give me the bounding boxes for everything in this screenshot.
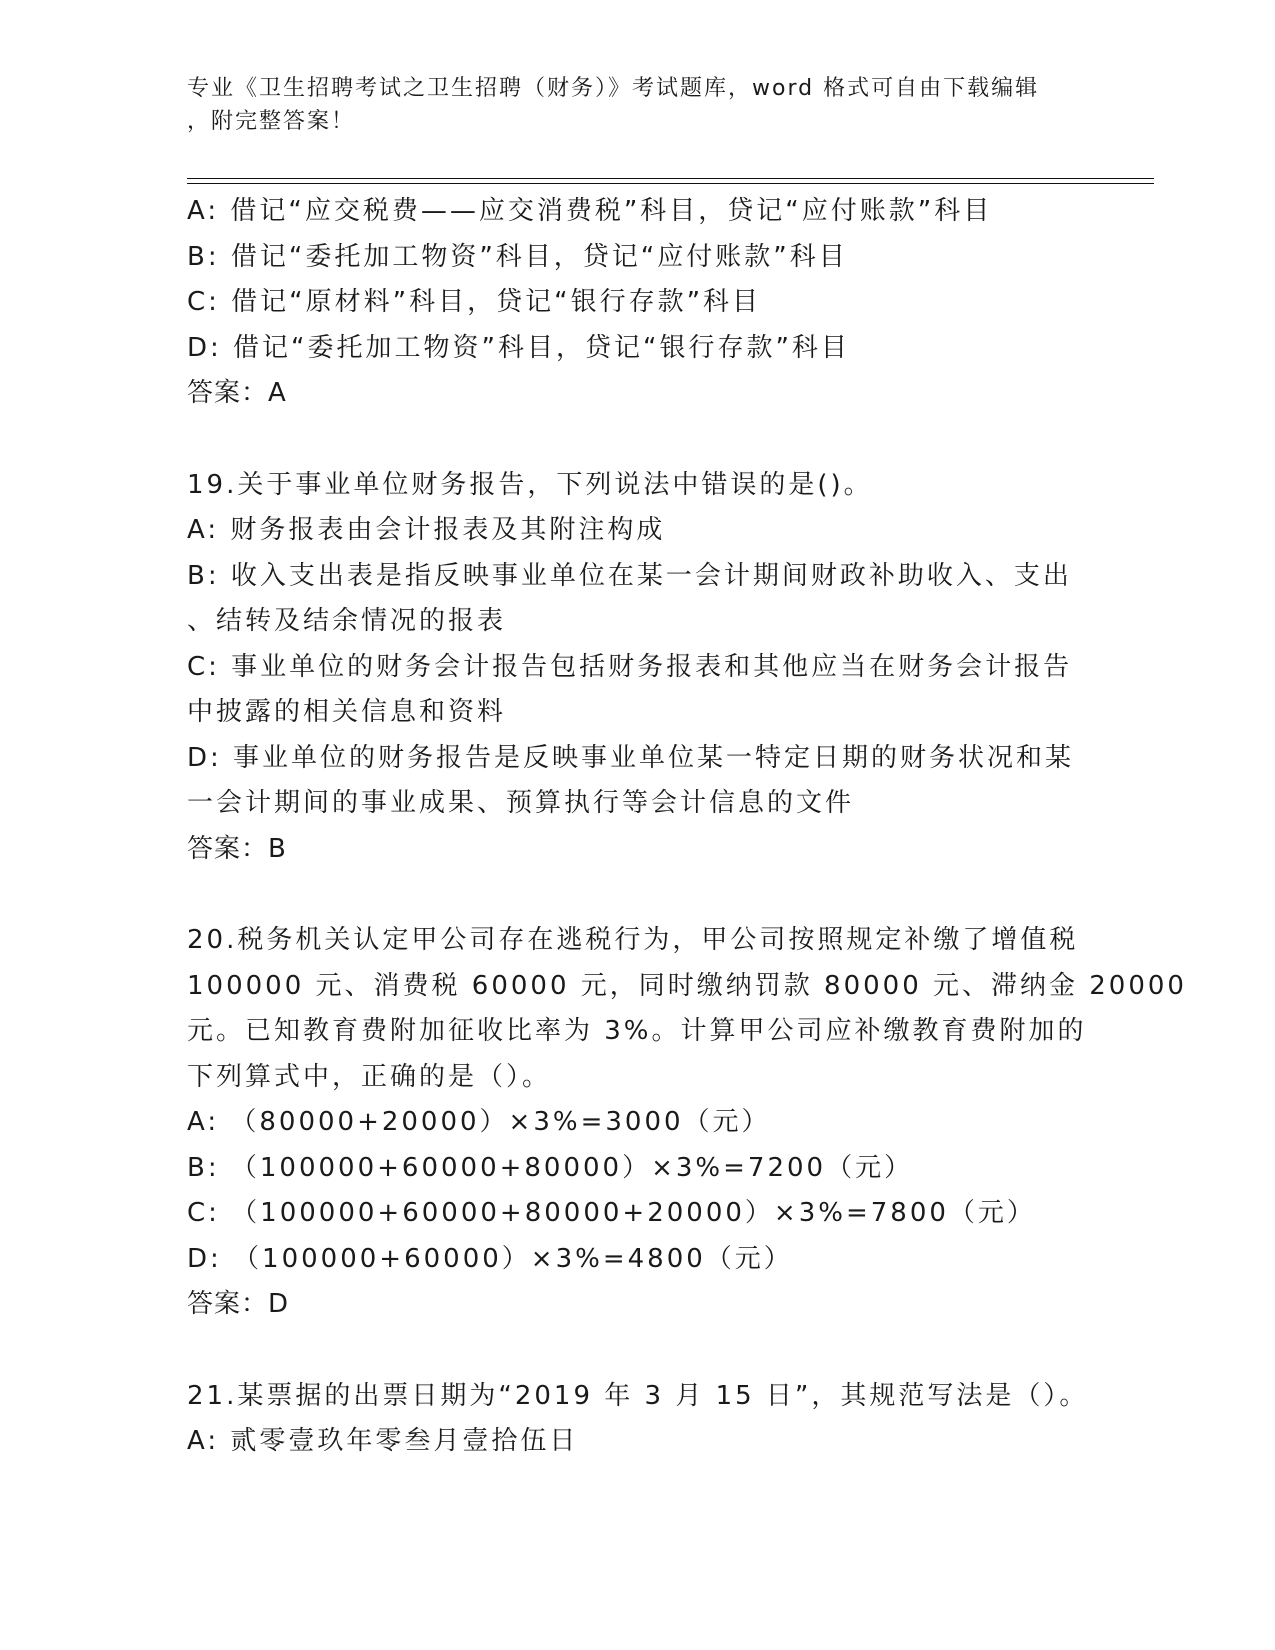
spacer <box>187 1328 1067 1374</box>
option-b-continued: 、结转及结余情况的报表 <box>187 606 507 636</box>
option-b: B: 借记“委托加工物资”科目，贷记“应付账款”科目 <box>187 241 848 272</box>
option-a: A: （80000+20000）×3%=3000（元） <box>187 1107 771 1137</box>
question-21 <box>187 1374 1089 1465</box>
header-line-2: ，附完整答案！ <box>187 109 356 134</box>
option-b: B: 收入支出表是指反映事业单位在某一会计期间财政补助收入、支出 <box>187 560 1072 591</box>
question-18 <box>187 189 1067 417</box>
option-c: C: 事业单位的财务会计报告包括财务报表和其他应当在财务会计报告 <box>187 651 1073 682</box>
option-a: A: 财务报表由会计报表及其附注构成 <box>187 515 666 545</box>
spacer <box>187 872 1067 918</box>
answer: 答案：B <box>187 833 287 864</box>
answer: 答案：D <box>187 1289 290 1319</box>
option-d: D: 借记“委托加工物资”科目，贷记“银行存款”科目 <box>187 332 850 363</box>
question-text-line: 100000 元、消费税 60000 元，同时缴纳罚款 80000 元、滞纳金 20000 <box>187 970 1187 1001</box>
question-text: 19.关于事业单位财务报告，下列说法中错误的是()。 <box>187 469 873 500</box>
question-text-line: 元。已知教育费附加征收比率为 3%。计算甲公司应补缴教育费附加的 <box>187 1016 1087 1046</box>
option-a: A: 借记“应交税费——应交消费税”科目，贷记“应付账款”科目 <box>187 196 993 226</box>
header-line-1: 专业《卫生招聘考试之卫生招聘（财务）》考试题库，word 格式可自由下载编辑 <box>187 76 1040 101</box>
document-header <box>187 72 1067 138</box>
option-c: C: （100000+60000+80000+20000）×3%=7800（元） <box>187 1198 1036 1228</box>
option-c-continued: 中披露的相关信息和资料 <box>187 697 507 727</box>
option-d: D: 事业单位的财务报告是反映事业单位某一特定日期的财务状况和某 <box>187 742 1075 773</box>
header-divider-bottom <box>187 183 1154 184</box>
question-text-line: 下列算式中，正确的是（）。 <box>187 1061 552 1092</box>
spacer <box>187 417 1067 463</box>
question-text-line: 20.税务机关认定甲公司存在逃税行为，甲公司按照规定补缴了增值税 <box>187 925 1079 955</box>
question-list <box>187 189 1187 1465</box>
question-text: 21.某票据的出票日期为“2019 年 3 月 15 日”，其规范写法是（）。 <box>187 1380 1089 1411</box>
option-a: A: 贰零壹玖年零叁月壹拾伍日 <box>187 1426 579 1456</box>
header-divider-top <box>187 178 1154 179</box>
question-20 <box>187 918 1187 1328</box>
answer: 答案：A <box>187 378 287 408</box>
question-19 <box>187 463 1075 873</box>
option-b: B: （100000+60000+80000）×3%=7200（元） <box>187 1152 914 1183</box>
option-d-continued: 一会计期间的事业成果、预算执行等会计信息的文件 <box>187 788 855 818</box>
option-c: C: 借记“原材料”科目，贷记“银行存款”科目 <box>187 287 762 317</box>
option-d: D: （100000+60000）×3%=4800（元） <box>187 1243 793 1274</box>
